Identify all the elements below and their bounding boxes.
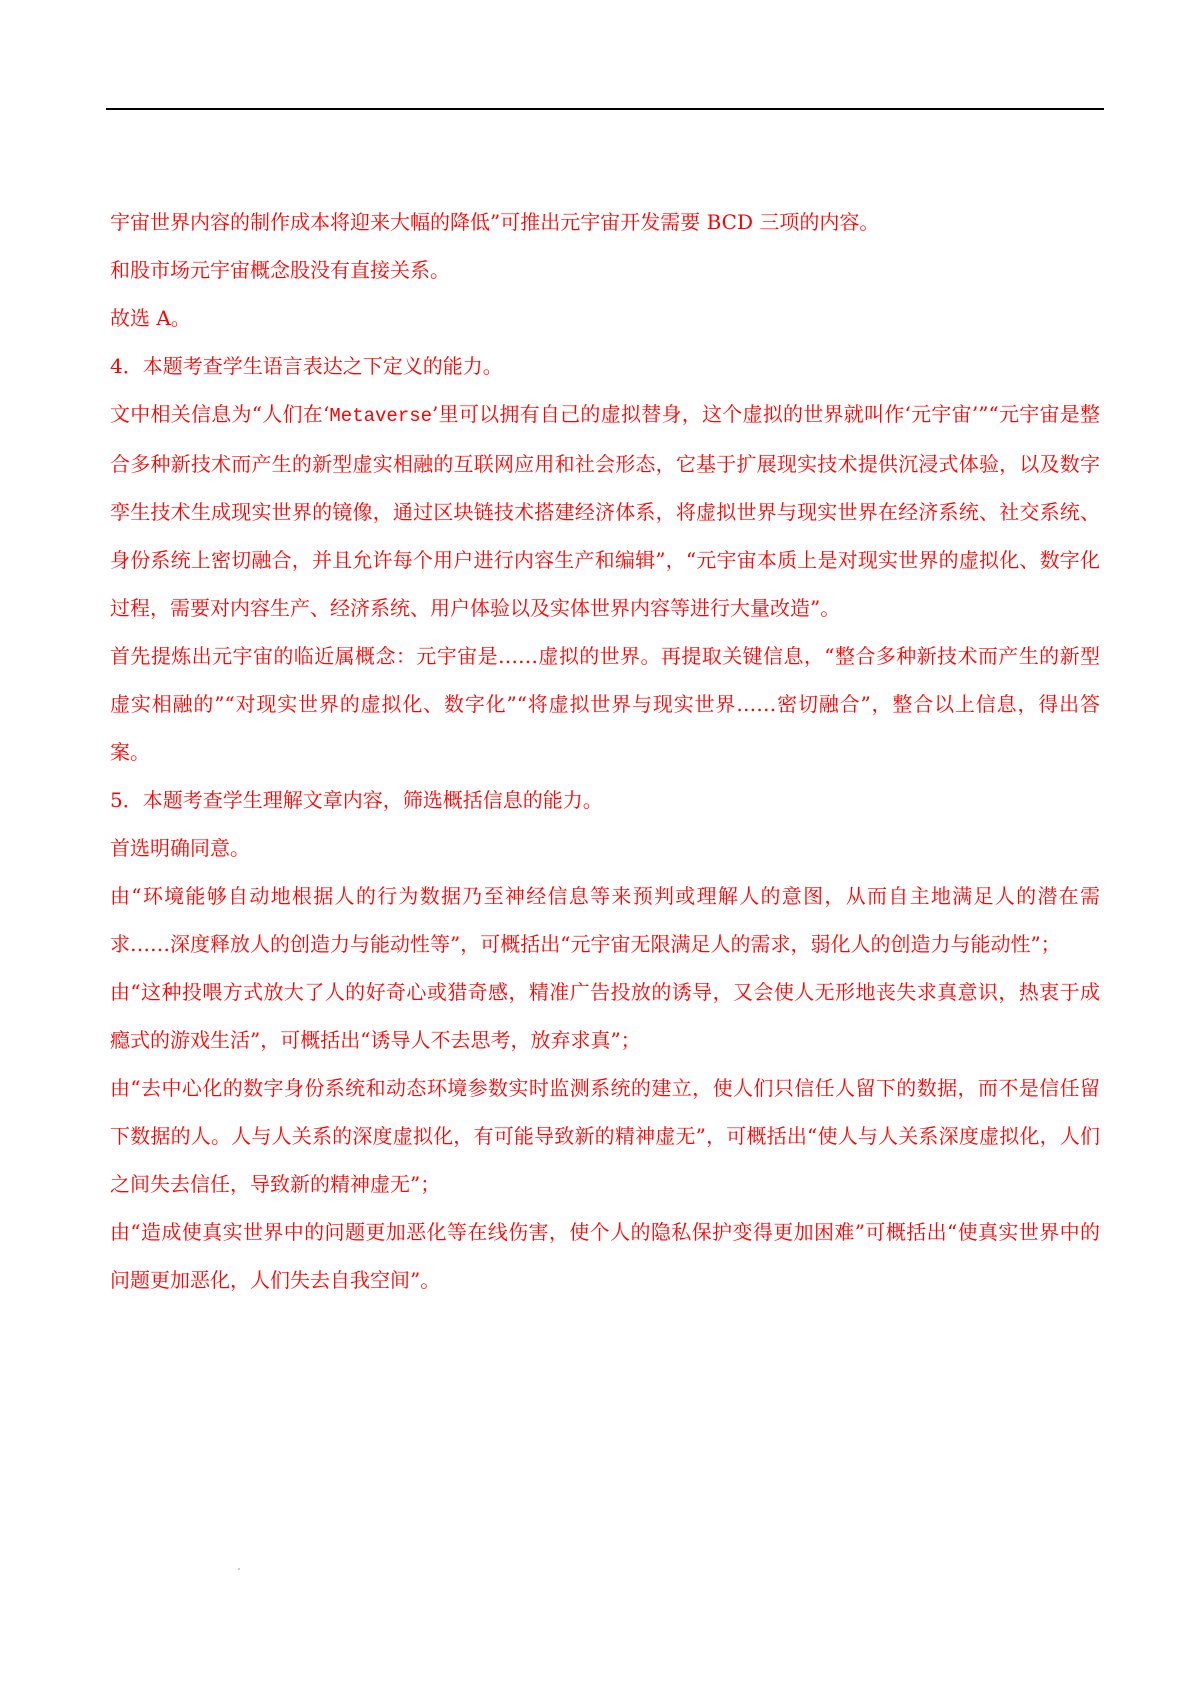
paragraph-bcd-conclusion: 宇宙世界内容的制作成本将迎来大幅的降低”可推出元宇宙开发需要 BCD 三项的内容。	[110, 210, 880, 234]
paragraph-clarify-meaning: 首选明确同意。	[110, 836, 250, 860]
metaverse-text-after: ’里可以拥有自己的虚拟替身，这个虚拟的世界就叫作‘元宇宙’”“元宇宙是整合多种新技术而产生的新型虚实相融的互联网应用和社会形态，它基于扩展现实技术提供沉浸式体验，以及数字孪生技术生成现实世界的镜像，通过区块链技术搭建经济体系，将虚拟世界与现实世界在经济系统、社交系统、身份系统上密切融合，并且允许每个用户进行内容生产和编辑”，“元宇宙本质上是对现实世界的虚拟化、数字化过程，需要对内容生产、经济系统、用户体验以及实体世界内容等进行大量改造”。	[110, 402, 1100, 620]
paragraph-metaverse-info	[110, 390, 1100, 632]
paragraph-point-truth: 由“这种投喂方式放大了人的好奇心或猎奇感，精准广告投放的诱导，又会使人无形地丧失求真意识，热衷于成瘾式的游戏生活”，可概括出“诱导人不去思考，放弃求真”；	[110, 980, 1100, 1052]
paragraph-point-privacy: 由“造成使真实世界中的问题更加恶化等在线伤害，使个人的隐私保护变得更加困难”可概括出“使真实世界中的问题更加恶化，人们失去自我空间”。	[110, 1220, 1100, 1292]
header-rule	[106, 108, 1104, 110]
decorative-dot	[238, 1568, 240, 1570]
paragraph-point-needs: 由“环境能够自动地根据人的行为数据乃至神经信息等来预判或理解人的意图，从而自主地满足人的潜在需求……深度释放人的创造力与能动性等”，可概括出“元宇宙无限满足人的需求，弱化人的创造力与能动性”；	[110, 884, 1100, 956]
metaverse-term: Metaverse	[329, 405, 433, 427]
paragraph-stock-relation: 和股市场元宇宙概念股没有直接关系。	[110, 258, 450, 282]
question-5-heading: 5．本题考查学生理解文章内容，筛选概括信息的能力。	[110, 788, 603, 812]
question-4-heading: 4．本题考查学生语言表达之下定义的能力。	[110, 354, 503, 378]
paragraph-answer-choice: 故选 A。	[110, 306, 191, 330]
paragraph-point-trust: 由“去中心化的数字身份系统和动态环境参数实时监测系统的建立，使人们只信任人留下的数据，而不是信任留下数据的人。人与人关系的深度虚拟化，有可能导致新的精神虚无”，可概括出“使人与人关系深度虚拟化，人们之间失去信任，导致新的精神虚无”；	[110, 1076, 1100, 1196]
paragraph-definition-method: 首先提炼出元宇宙的临近属概念：元宇宙是……虚拟的世界。再提取关键信息，“整合多种新技术而产生的新型虚实相融的”“对现实世界的虚拟化、数字化”“将虚拟世界与现实世界……密切融合”，整合以上信息，得出答案。	[110, 644, 1100, 764]
metaverse-text-before: 文中相关信息为“人们在‘	[110, 402, 330, 426]
answer-analysis-content	[110, 198, 1100, 1304]
